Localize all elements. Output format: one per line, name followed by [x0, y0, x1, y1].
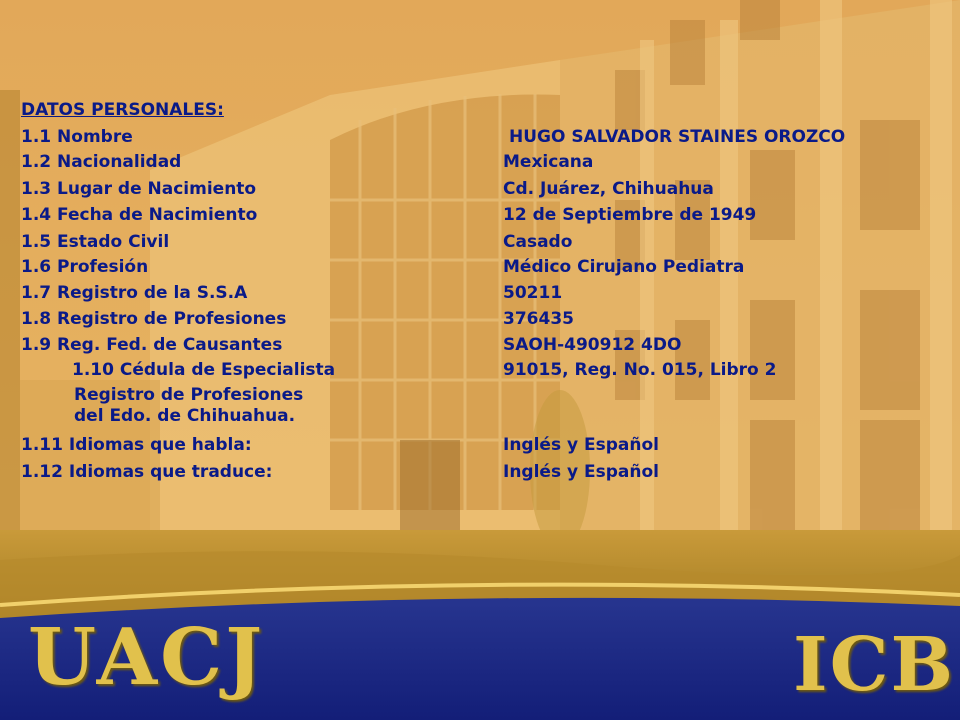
row-label: 1.7 Registro de la S.S.A [21, 283, 248, 303]
row-label: 1.3 Lugar de Nacimiento [21, 179, 257, 199]
data-row [0, 435, 960, 459]
row-value: HUGO SALVADOR STAINES OROZCO [509, 127, 846, 147]
row-label: 1.4 Fecha de Nacimiento [21, 205, 258, 225]
row-value: 12 de Septiembre de 1949 [503, 205, 757, 225]
row-label: 1.5 Estado Civil [21, 232, 170, 252]
data-row [0, 179, 960, 203]
icb-logo: ICB [793, 622, 956, 708]
section-title: DATOS PERSONALES: [21, 100, 224, 120]
row-value: Mexicana [503, 152, 594, 172]
row-label: del Edo. de Chihuahua. [74, 406, 296, 426]
data-row [0, 335, 960, 359]
row-value: Inglés y Español [503, 435, 659, 455]
data-row [0, 127, 960, 151]
row-value: 376435 [503, 309, 574, 329]
row-label: 1.9 Reg. Fed. de Causantes [21, 335, 283, 355]
row-label: Registro de Profesiones [74, 385, 304, 405]
row-value: Médico Cirujano Pediatra [503, 257, 745, 277]
data-row [0, 462, 960, 486]
row-label: 1.10 Cédula de Especialista [72, 360, 336, 380]
data-row [0, 152, 960, 176]
row-value: Casado [503, 232, 573, 252]
row-label: 1.2 Nacionalidad [21, 152, 182, 172]
row-value: Cd. Juárez, Chihuahua [503, 179, 714, 199]
row-value: 50211 [503, 283, 563, 303]
row-label: 1.1 Nombre [21, 127, 133, 147]
data-row [0, 360, 960, 384]
row-label: 1.11 Idiomas que habla: [21, 435, 252, 455]
row-label: 1.8 Registro de Profesiones [21, 309, 287, 329]
row-value: SAOH-490912 4DO [503, 335, 682, 355]
row-value: 91015, Reg. No. 015, Libro 2 [503, 360, 777, 380]
row-value: Inglés y Español [503, 462, 659, 482]
row-label: 1.6 Profesión [21, 257, 149, 277]
data-row [0, 309, 960, 333]
row-label: 1.12 Idiomas que traduce: [21, 462, 273, 482]
data-row [0, 205, 960, 229]
uacj-logo: UACJ [28, 612, 266, 703]
data-row-continuation [0, 406, 960, 430]
data-row [0, 257, 960, 281]
data-row [0, 283, 960, 307]
data-row [0, 232, 960, 256]
